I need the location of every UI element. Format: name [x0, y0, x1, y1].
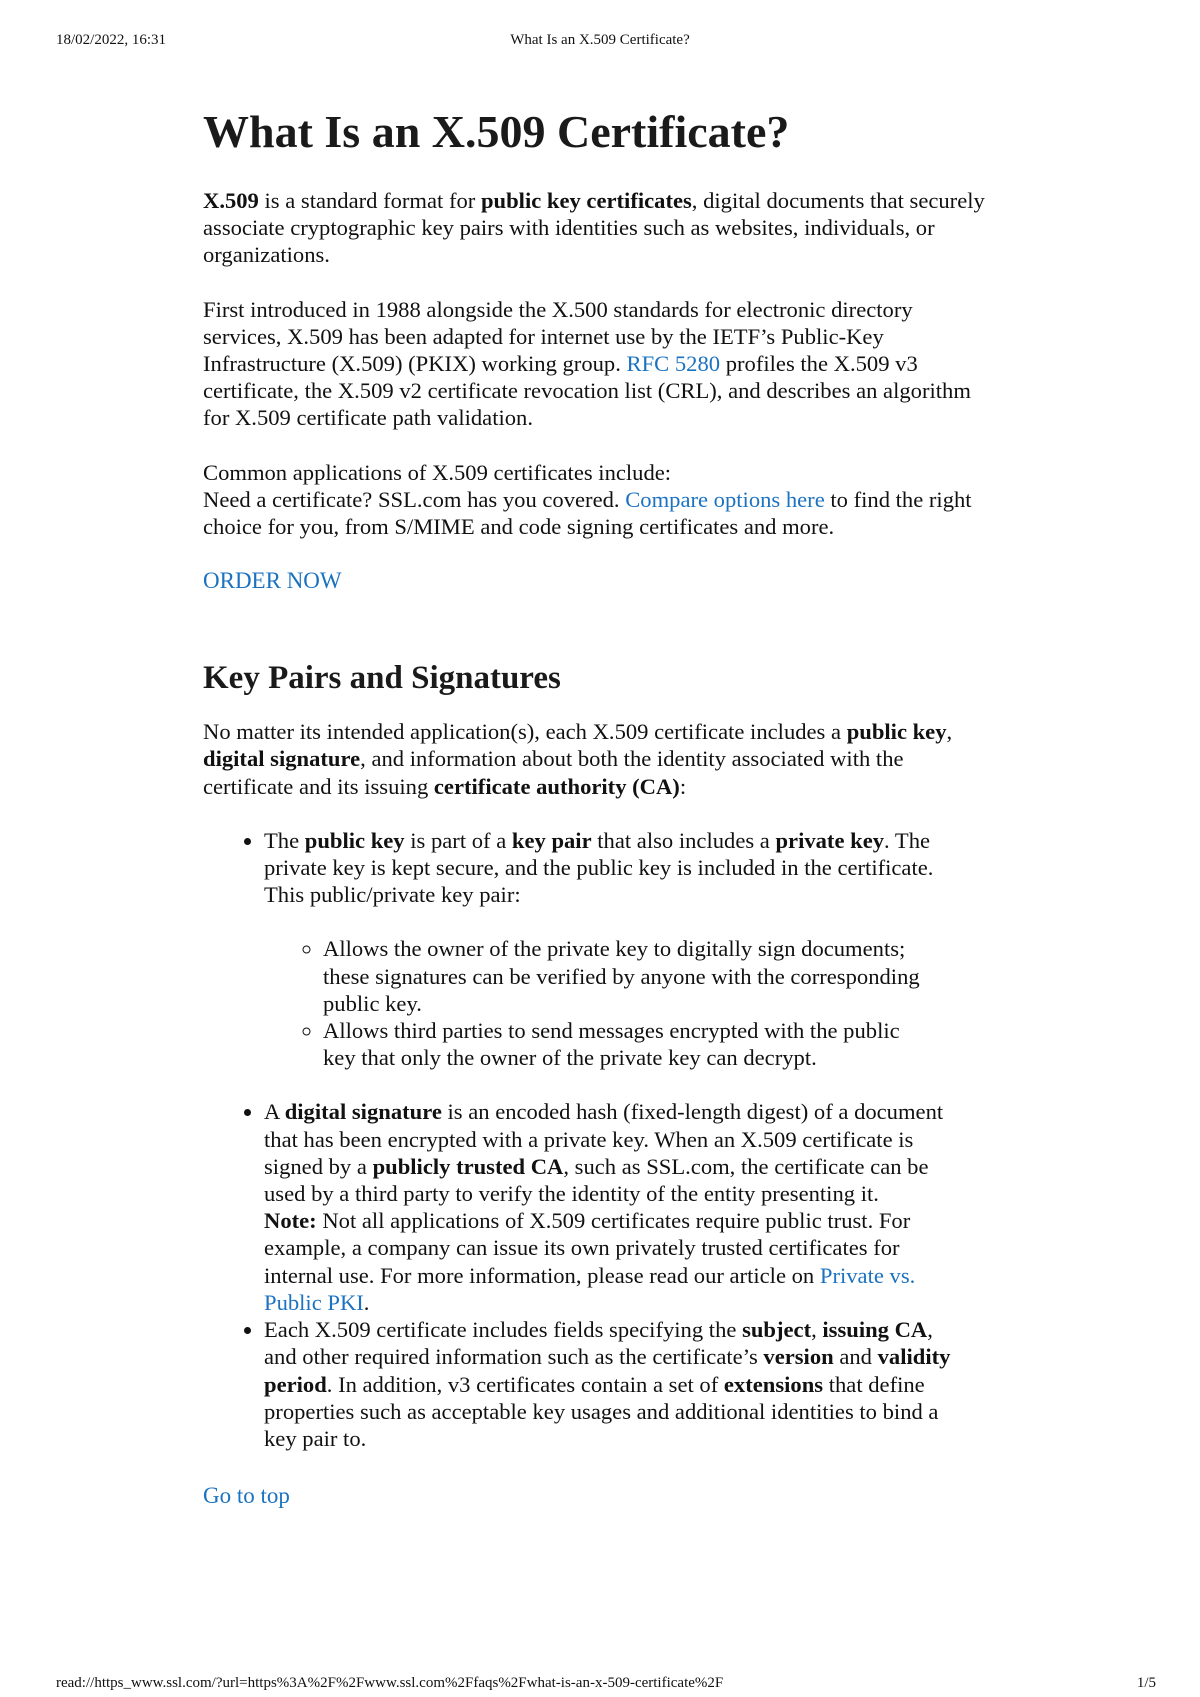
go-to-top-link[interactable]: Go to top	[203, 1483, 290, 1509]
key-pair-sub-list	[264, 935, 923, 1071]
intro-text-1: is a standard format for	[258, 188, 481, 213]
b1-text-1: The	[264, 827, 305, 853]
b3-text-3: , and other required information such as the certificate’s	[264, 1317, 933, 1370]
applications-paragraph	[203, 459, 993, 541]
b2-bold-1: digital signature	[284, 1099, 442, 1125]
b3-bold-3: version	[763, 1344, 834, 1370]
history-text-1: First introduced in 1988 alongside the X.500 standards for electronic directory services, X.509 has been adapted for internet use by the IETF’s Public-Key Infrastructure (X.509) (PKIX) working group.	[203, 296, 913, 377]
print-url: read://https_www.ssl.com/?url=https%3A%2F%2Fwww.ssl.com%2Ffaqs%2Fwhat-is-an-x-509-certificate%2F	[56, 1675, 724, 1691]
intro-paragraph	[203, 187, 993, 269]
section-intro-bold-3: certificate authority (CA)	[433, 773, 680, 799]
b3-text-2: ,	[811, 1317, 823, 1343]
compare-options-link[interactable]: Compare options here	[625, 486, 825, 512]
b2-text-2: is an encoded hash (fixed-length digest) of a document that has been encrypted with a private key. When an X.509 certificate is signed by a	[264, 1099, 944, 1179]
section-intro-paragraph	[203, 718, 993, 800]
list-item-fields	[264, 1316, 954, 1452]
section-intro-text-3: , and information about both the identity associated with the certificate and its issuing	[203, 746, 904, 799]
list-item-public-key	[264, 827, 934, 1072]
note-label: Note:	[264, 1208, 317, 1234]
section-intro-text-2: ,	[946, 719, 953, 745]
history-paragraph	[203, 296, 993, 432]
b2-bold-2: publicly trusted CA	[372, 1153, 564, 1179]
applications-text-1: Need a certificate? SSL.com has you covered.	[203, 486, 626, 512]
print-page-title: What Is an X.509 Certificate?	[510, 32, 690, 48]
print-page-number: 1/5	[1136, 1675, 1156, 1691]
order-now-link[interactable]: ORDER NOW	[203, 568, 342, 594]
note-text: Not all applications of X.509 certificates require public trust. For example, a company can issue its own privately trusted certificates for internal use. For more information, please read our article on	[264, 1208, 911, 1288]
b3-text-1: Each X.509 certificate includes fields specifying the	[264, 1317, 743, 1343]
b1-text-3: that also includes a	[591, 827, 776, 853]
b3-bold-4: validity period	[264, 1344, 951, 1397]
history-text-2: profiles the X.509 v3 certificate, the X.509 v2 certificate revocation list (CRL), and describes an algorithm for X.509 certificate path validation.	[203, 351, 971, 431]
section-intro-text-4: :	[679, 773, 687, 799]
page-title: What Is an X.509 Certificate?	[203, 106, 790, 157]
b3-bold-5: extensions	[723, 1371, 824, 1397]
private-vs-public-pki-link[interactable]: Private vs. Public PKI	[264, 1262, 916, 1315]
sub-list-item-sign: ◦ Allows the owner of the private key to digitally sign documents; these signatures can be verified by anyone with the corresponding public key.	[323, 935, 923, 1017]
key-points-list	[203, 827, 993, 1452]
b1-text-2: is part of a	[404, 827, 512, 853]
note-end: .	[363, 1289, 370, 1315]
section-title: Key Pairs and Signatures	[203, 660, 561, 697]
b2-text-3: , such as SSL.com, the certificate can be used by a third party to verify the identity of the entity presenting it.	[264, 1153, 929, 1207]
section-intro-bold-2: digital signature	[203, 746, 361, 772]
applications-text-2: to find the right choice for you, from S/MIME and code signing certificates and more.	[203, 486, 972, 540]
b1-bold-3: private key	[775, 827, 885, 853]
rfc-5280-link[interactable]: RFC 5280	[626, 351, 721, 377]
sub-list-item-encrypt: ◦ Allows third parties to send messages encrypted with the public key that only the owner of the private key can decrypt.	[323, 1017, 923, 1071]
intro-text-2: , digital documents that securely associate cryptographic key pairs with identities such as websites, individuals, or organizations.	[203, 188, 985, 268]
b3-text-5: . In addition, v3 certificates contain a set of	[326, 1371, 724, 1397]
b3-bold-1: subject	[742, 1317, 812, 1343]
intro-term: X.509	[203, 188, 259, 213]
b1-text-4: . The private key is kept secure, and the public key is included in the certificate. This public/private key pair:	[264, 827, 934, 908]
b2-text-1: A	[264, 1099, 285, 1125]
b3-text-4: and	[833, 1344, 878, 1370]
list-item-digital-signature	[264, 1098, 954, 1316]
print-datetime: 18/02/2022, 16:31	[56, 32, 167, 48]
section-intro-bold-1: public key	[846, 719, 947, 745]
b3-bold-2: issuing CA	[822, 1317, 928, 1343]
article	[203, 105, 993, 1509]
b3-text-6: that define properties such as acceptable key usages and additional identities to bind a key pair to.	[264, 1371, 939, 1451]
b1-bold-1: public key	[304, 827, 405, 853]
intro-term-2: public key certificates	[480, 188, 692, 213]
section-intro-text-1: No matter its intended application(s), each X.509 certificate includes a	[203, 719, 847, 745]
b1-bold-2: key pair	[511, 827, 592, 853]
applications-intro: Common applications of X.509 certificates include:	[203, 459, 672, 485]
